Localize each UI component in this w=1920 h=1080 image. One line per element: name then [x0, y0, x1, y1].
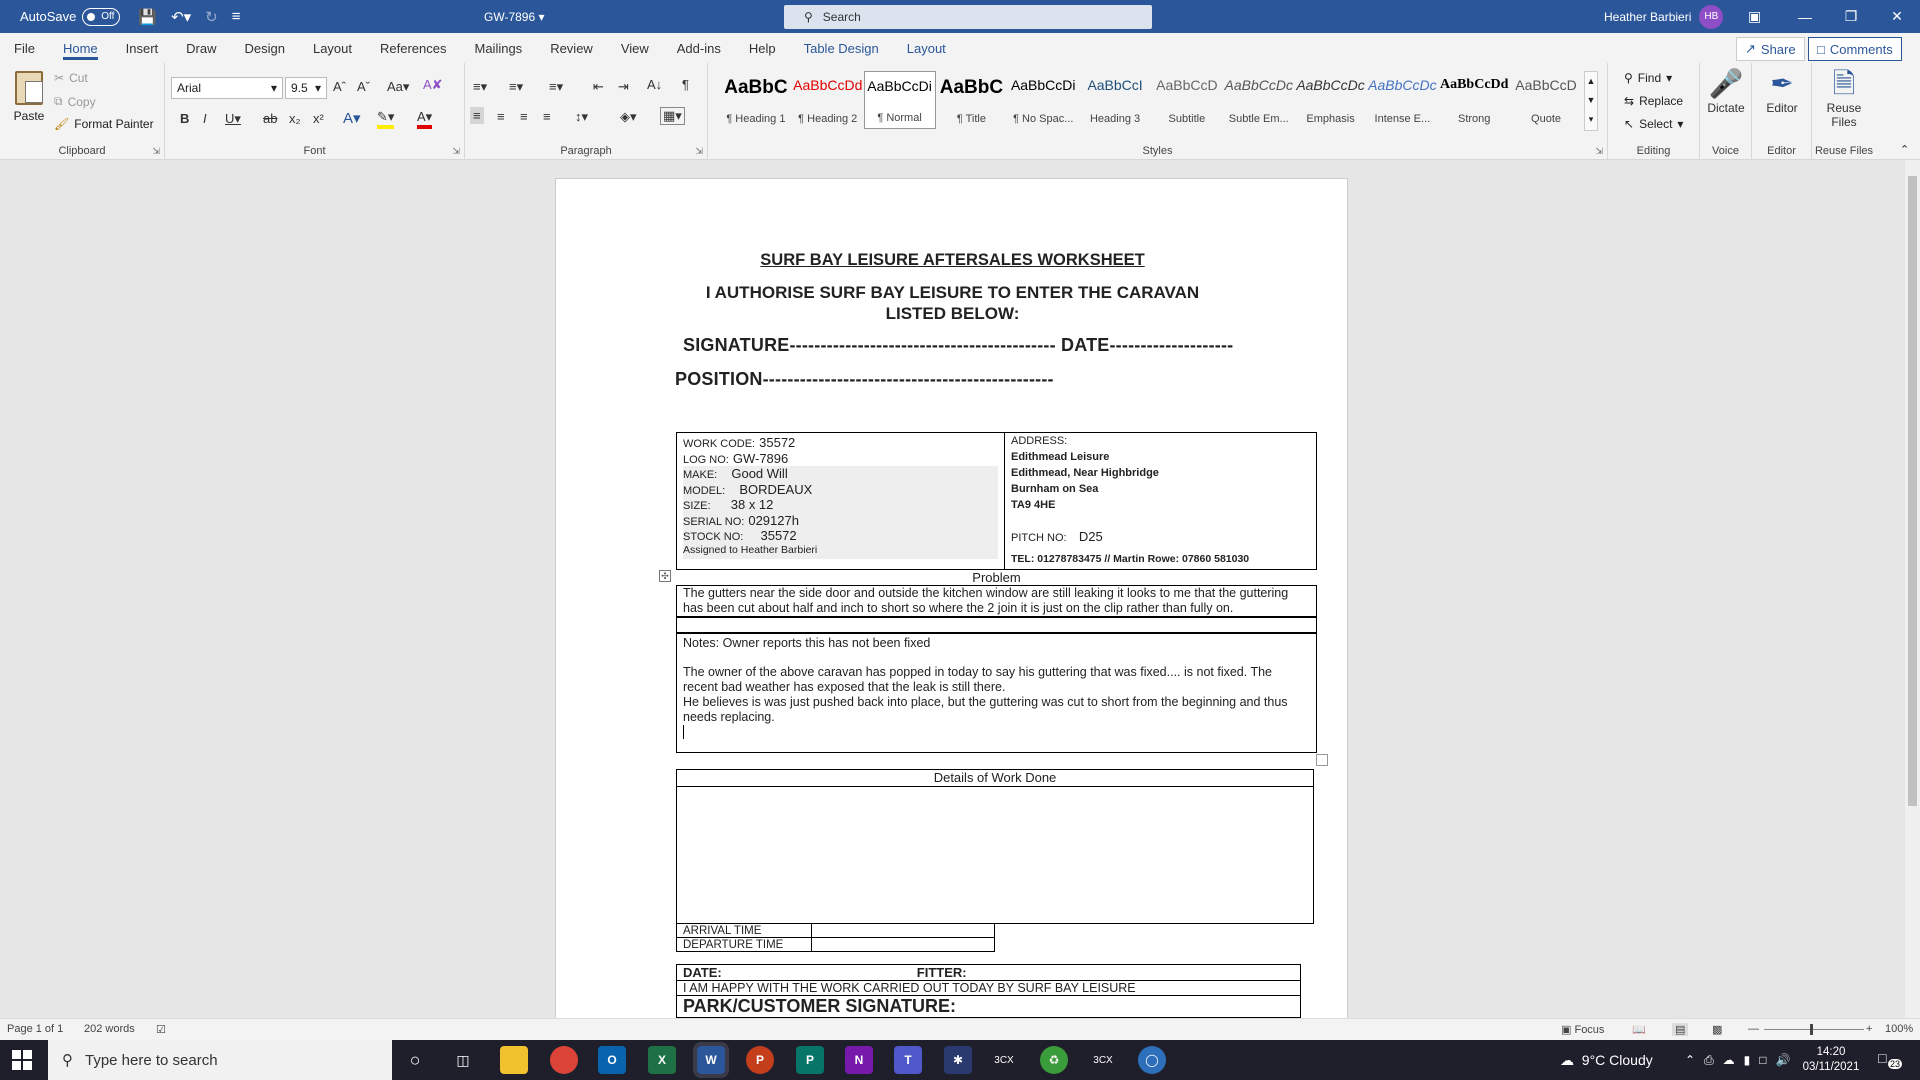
dialog-launcher-icon[interactable]: ⇲: [1595, 146, 1603, 156]
table-move-handle-icon[interactable]: ✣: [659, 570, 671, 582]
styles-scroll[interactable]: ▲ ▼ ▾: [1584, 71, 1598, 131]
avatar[interactable]: HB: [1699, 5, 1723, 29]
taskbar-search-placeholder: Type here to search: [85, 1051, 218, 1069]
styles-gallery: [720, 71, 1582, 131]
document-name[interactable]: GW-7896 ▾: [484, 9, 545, 24]
volume-icon[interactable]: 🔊: [1775, 1053, 1791, 1067]
document-name-text: GW-7896: [484, 9, 536, 24]
cut-button[interactable]: [54, 71, 88, 85]
worksheet-title: SURF BAY LEISURE AFTERSALES WORKSHEET: [760, 251, 1145, 269]
zoom-in-icon[interactable]: +: [1866, 1023, 1873, 1035]
printer-icon[interactable]: ⎙: [1704, 1052, 1714, 1067]
task-view-icon[interactable]: ◫: [456, 1051, 470, 1068]
app-icon[interactable]: 3CX: [1093, 1054, 1113, 1066]
work-code-label: WORK CODE:: [683, 438, 756, 450]
save-icon[interactable]: 💾: [138, 8, 158, 26]
align-left-icon[interactable]: ≡: [470, 107, 484, 124]
style-preview: AaBbCcDi: [867, 78, 932, 94]
log-no-label: LOG NO:: [683, 453, 729, 466]
paragraph-group: [465, 63, 708, 160]
style-intense-e[interactable]: [1366, 71, 1438, 129]
dialog-launcher-icon[interactable]: ⇲: [695, 146, 703, 156]
style-preview: AaBbCcDi: [1010, 77, 1076, 93]
format-painter-label: Format Painter: [74, 117, 154, 131]
tab-help[interactable]: Help: [748, 40, 776, 56]
weather-widget[interactable]: [1560, 1040, 1653, 1080]
search-icon: ⚲: [1624, 71, 1633, 85]
excel-icon[interactable]: X: [648, 1046, 676, 1074]
justify-icon[interactable]: ≡: [543, 109, 551, 124]
tab-layout[interactable]: Layout: [312, 40, 353, 56]
editing-group: [1608, 63, 1700, 160]
editor-button[interactable]: [1752, 67, 1812, 115]
style-preview: AaBbCcD: [1515, 77, 1577, 93]
clipboard-group: [0, 63, 165, 160]
style-name: Intense E...: [1374, 113, 1431, 125]
minimize-icon[interactable]: —: [1798, 8, 1812, 25]
autosave[interactable]: [20, 8, 120, 26]
serial-no-value: 029127h: [748, 512, 799, 528]
app-icon[interactable]: ♻: [1040, 1046, 1068, 1074]
pitch-label: PITCH NO:: [1011, 532, 1067, 544]
style-name: Subtle Em...: [1228, 113, 1289, 125]
style-preview: AaBbCcDd: [793, 77, 863, 93]
style-heading-1[interactable]: [720, 71, 792, 129]
stock-no-label: STOCK NO:: [683, 531, 744, 543]
autosave-label: AutoSave: [20, 9, 77, 24]
style-preview: AaBbCcDc: [1296, 77, 1365, 93]
battery-icon[interactable]: ▮: [1743, 1053, 1751, 1067]
focus-label: Focus: [1574, 1024, 1605, 1036]
cut-label: Cut: [69, 71, 88, 85]
departure-time-value[interactable]: [812, 938, 995, 952]
style-preview: AaBbC: [724, 77, 788, 98]
fitter-label: FITTER:: [916, 965, 967, 980]
tab-draw[interactable]: Draw: [186, 40, 217, 56]
title-bar: [0, 0, 1920, 33]
vertical-scrollbar[interactable]: [1905, 160, 1920, 1018]
clear-formatting-icon[interactable]: A✘: [423, 77, 443, 92]
text-effects-icon[interactable]: A▾: [343, 110, 361, 127]
make-value: Good Will: [731, 466, 788, 481]
comment-icon: □: [1817, 41, 1825, 57]
style-strong[interactable]: [1438, 71, 1510, 129]
style-name: Quote: [1531, 113, 1562, 125]
share-button[interactable]: [1736, 37, 1805, 61]
increase-indent-icon[interactable]: ⇥: [618, 79, 629, 94]
signature-line: SIGNATURE------------------------------------------- DATE--------------------: [683, 335, 1234, 355]
multilevel-list-icon[interactable]: ≡▾: [549, 79, 564, 94]
share-label: Share: [1760, 41, 1796, 57]
caravan-info-table: [676, 432, 1317, 570]
address-line: Edithmead Leisure: [1011, 451, 1110, 463]
assigned-to: Assigned to Heather Barbieri: [683, 544, 998, 560]
model-value: BORDEAUX: [739, 481, 813, 497]
word-count[interactable]: 202 words: [84, 1023, 135, 1035]
ribbon-display-icon[interactable]: ▣: [1748, 8, 1762, 24]
comments-button[interactable]: [1808, 37, 1902, 61]
stock-no-value: 35572: [760, 528, 797, 543]
user-name: Heather Barbieri: [1604, 9, 1692, 24]
file-explorer-icon[interactable]: [500, 1046, 528, 1074]
sort-icon[interactable]: A↓: [647, 77, 663, 92]
chrome-icon[interactable]: [550, 1046, 578, 1074]
page-count[interactable]: Page 1 of 1: [7, 1023, 64, 1035]
dialog-launcher-icon[interactable]: ⇲: [152, 146, 160, 156]
style-preview: AaBbCcDc: [1368, 77, 1437, 93]
tab-table-design[interactable]: Table Design: [803, 40, 879, 56]
paragraph-group-label: Paragraph: [560, 145, 612, 157]
address-line: Burnham on Sea: [1011, 483, 1099, 495]
style-title[interactable]: [936, 71, 1008, 129]
editor-pen-icon: ✒: [1770, 68, 1794, 99]
font-name-select[interactable]: [171, 77, 283, 99]
proofing-icon[interactable]: ☑: [156, 1024, 166, 1036]
microphone-icon: 🎤: [1708, 68, 1744, 99]
tab-design[interactable]: Design: [244, 40, 285, 56]
style-heading-2[interactable]: [792, 71, 864, 129]
stock-no-row: [683, 528, 998, 544]
departure-time-label: DEPARTURE TIME: [677, 938, 812, 952]
copy-button[interactable]: [54, 94, 96, 109]
tab-file[interactable]: File: [14, 40, 35, 56]
style-heading-3[interactable]: [1079, 71, 1151, 129]
date-label: DATE:: [683, 965, 722, 980]
select-button[interactable]: [1624, 117, 1683, 131]
comments-label: Comments: [1829, 41, 1893, 57]
share-icon: ↗: [1745, 41, 1756, 56]
styles-group-label: Styles: [1142, 145, 1173, 157]
web-layout-icon[interactable]: ▩: [1712, 1024, 1723, 1036]
autosave-state: Off: [101, 11, 115, 22]
notes-line: Notes: Owner reports this has not been fixed: [683, 636, 931, 650]
problem-title: Problem: [972, 570, 1021, 585]
collapse-ribbon-icon[interactable]: ⌃: [1900, 144, 1910, 156]
notification-badge: 23: [1890, 1059, 1901, 1069]
size-row: [683, 497, 998, 513]
model-row: [683, 482, 998, 498]
reuse-label-2: Files: [1831, 115, 1857, 129]
select-label: Select: [1639, 117, 1673, 131]
word-icon[interactable]: W: [697, 1046, 725, 1074]
underline-icon[interactable]: U▾: [225, 111, 241, 126]
clock-time: 14:20: [1816, 1046, 1846, 1058]
close-icon[interactable]: ✕: [1891, 8, 1903, 24]
signoff-table: [676, 964, 1301, 1018]
replace-icon: ⇆: [1624, 94, 1635, 108]
system-tray: [1685, 1040, 1790, 1080]
search-box[interactable]: [784, 5, 1152, 29]
redo-icon[interactable]: ↻: [205, 8, 218, 26]
document-canvas: [0, 160, 1905, 1018]
style-name: ¶ No Spac...: [1013, 113, 1074, 125]
borders-icon[interactable]: ▦▾: [660, 107, 685, 125]
app-icon[interactable]: ◯: [1138, 1046, 1166, 1074]
scissors-icon: ✂: [54, 71, 65, 85]
clipboard-group-label: Clipboard: [58, 145, 106, 157]
address-label: ADDRESS:: [1011, 435, 1068, 447]
date-fitter-row[interactable]: [677, 965, 1301, 981]
address-line: Edithmead, Near Highbridge: [1011, 467, 1159, 479]
italic-icon[interactable]: I: [203, 111, 207, 126]
arrival-time-label: ARRIVAL TIME: [677, 924, 812, 938]
clock[interactable]: [1796, 1045, 1866, 1075]
arrival-time-value[interactable]: [812, 924, 995, 938]
tab-insert[interactable]: Insert: [125, 40, 159, 56]
problem-text[interactable]: The gutters near the side door and outside the kitchen window are still leaking it looks to me that the guttering has been cut about half and inch to short so where the 2 join it is just on the clip rather than fully on.: [676, 585, 1317, 617]
pitch-value: D25: [1078, 529, 1103, 544]
style-preview: AaBbCcDc: [1224, 77, 1293, 93]
position-line: POSITION-----------------------------------------------: [675, 369, 1054, 389]
make-row: [683, 466, 998, 482]
print-layout-icon[interactable]: ▤: [1672, 1023, 1688, 1036]
serial-no-label: SERIAL NO:: [683, 515, 745, 528]
font-size-value: 9.5: [291, 81, 308, 95]
document-page[interactable]: [555, 178, 1348, 1018]
reuse-files-icon: 🗎: [1832, 68, 1856, 99]
address-line: TA9 4HE: [1011, 499, 1056, 511]
zoom-out-icon[interactable]: —: [1748, 1023, 1759, 1035]
telephone-line: TEL: 01278783475 // Martin Rowe: 07860 581030: [1011, 553, 1250, 565]
onenote-icon[interactable]: N: [845, 1046, 873, 1074]
reuse-files-button[interactable]: [1812, 67, 1876, 129]
address-cell[interactable]: [1005, 433, 1317, 570]
style-name: Subtitle: [1168, 113, 1206, 125]
empty-row[interactable]: [676, 617, 1317, 633]
bold-icon[interactable]: B: [180, 111, 190, 126]
replace-label: Replace: [1639, 94, 1684, 108]
customer-signature[interactable]: PARK/CUSTOMER SIGNATURE:: [677, 996, 1301, 1018]
publisher-icon[interactable]: P: [796, 1046, 824, 1074]
chevron-down-icon: ▾: [1677, 117, 1684, 131]
style-preview: AaBbCcD: [1156, 77, 1218, 93]
paste-button[interactable]: [10, 71, 48, 123]
weather-text: 9°C Cloudy: [1581, 1052, 1653, 1068]
customize-qat-icon[interactable]: ≡: [231, 7, 241, 25]
windows-start-icon[interactable]: [12, 1050, 32, 1070]
focus-button[interactable]: [1561, 1023, 1604, 1036]
app-icon[interactable]: ✱: [944, 1046, 972, 1074]
voice-group: [1700, 63, 1752, 160]
style-preview: AaBbCcI: [1087, 77, 1143, 93]
style-quote[interactable]: [1510, 71, 1582, 129]
decrease-indent-icon[interactable]: ⇤: [593, 79, 604, 94]
format-painter-button[interactable]: [54, 117, 154, 131]
app-icon[interactable]: 3CX: [994, 1054, 1014, 1066]
style-preview: AaBbCcDd: [1439, 77, 1509, 92]
taskbar: [0, 1040, 1920, 1080]
autosave-toggle[interactable]: [82, 8, 120, 26]
model-label: MODEL:: [683, 484, 726, 497]
work-code-row: [683, 435, 998, 451]
editing-group-label: Editing: [1636, 145, 1671, 157]
dictate-button[interactable]: [1700, 67, 1752, 115]
text-cursor: [683, 725, 684, 739]
style-name: ¶ Heading 2: [798, 113, 858, 125]
size-value: 38 x 12: [730, 497, 774, 512]
tab-home[interactable]: Home: [49, 33, 112, 63]
log-no-row: [683, 451, 998, 467]
zoom-slider-thumb[interactable]: [1810, 1024, 1813, 1035]
paste-label: Paste: [13, 109, 45, 123]
chevron-down-icon: ▾: [270, 81, 277, 95]
bullets-icon[interactable]: ≡▾: [473, 79, 488, 94]
user-account[interactable]: [1604, 5, 1723, 29]
zoom-level[interactable]: 100%: [1885, 1023, 1914, 1035]
reuse-files-group-label: Reuse Files: [1814, 145, 1874, 157]
log-no-value: GW-7896: [732, 450, 789, 466]
cloud-icon: ☁: [1560, 1051, 1574, 1068]
chevron-down-icon: ▾: [1666, 71, 1673, 85]
scrollbar-thumb[interactable]: [1908, 176, 1917, 806]
align-right-icon[interactable]: ≡: [520, 109, 528, 124]
numbering-icon[interactable]: ≡▾: [509, 79, 524, 94]
style-no-spac[interactable]: [1007, 71, 1079, 129]
tab-view[interactable]: View: [620, 40, 649, 56]
tab-mailings[interactable]: Mailings: [474, 40, 523, 56]
change-case-icon[interactable]: Aa▾: [387, 79, 410, 94]
focus-icon: ▣: [1561, 1024, 1572, 1036]
teams-icon[interactable]: T: [894, 1046, 922, 1074]
powerpoint-icon[interactable]: P: [746, 1046, 774, 1074]
ribbon-tabs: [0, 33, 1920, 63]
search-placeholder: Search: [822, 10, 861, 24]
style-name: Heading 3: [1089, 113, 1141, 125]
find-label: Find: [1637, 71, 1662, 85]
network-icon[interactable]: □: [1759, 1053, 1767, 1067]
style-name: Strong: [1458, 113, 1491, 125]
dictate-label: Dictate: [1707, 101, 1745, 115]
line-spacing-icon[interactable]: ↕▾: [575, 109, 589, 124]
search-icon: ⚲: [804, 10, 813, 24]
notes-box[interactable]: [676, 633, 1317, 753]
style-emphasis[interactable]: [1295, 71, 1367, 129]
style-subtitle[interactable]: [1151, 71, 1223, 129]
editor-group-label: Editor: [1767, 145, 1796, 157]
notes-paragraph-1: The owner of the above caravan has popped in today to say his guttering that was fixed.... is not fixed. The recent bad weather has exposed that the leak is still there.: [683, 665, 1273, 694]
details-title: Details of Work Done: [677, 770, 1313, 787]
font-size-select[interactable]: [285, 77, 327, 99]
shrink-font-icon[interactable]: Aˇ: [357, 79, 370, 94]
paintbrush-icon: 🖌: [54, 117, 70, 131]
editor-label: Editor: [1766, 101, 1798, 115]
serial-no-row: [683, 513, 998, 529]
size-label: SIZE:: [683, 500, 711, 512]
cortana-icon[interactable]: ○: [409, 1049, 421, 1070]
notes-paragraph-2: He believes is was just pushed back into place, but the guttering was cut to short from the beginning and thus needs replacing.: [683, 695, 1288, 724]
taskbar-search[interactable]: [48, 1040, 392, 1080]
caravan-details-cell[interactable]: [677, 433, 1005, 570]
chevron-down-icon: ▾: [314, 81, 321, 95]
find-button[interactable]: [1624, 71, 1672, 85]
font-group: [165, 63, 465, 160]
font-name-value: Arial: [177, 81, 202, 95]
reuse-label-1: Reuse: [1826, 101, 1862, 115]
tab-review[interactable]: Review: [550, 40, 593, 56]
time-table: [676, 923, 995, 952]
style-subtle-em[interactable]: [1223, 71, 1295, 129]
font-group-label: Font: [303, 145, 326, 157]
paste-icon: [15, 71, 43, 105]
style-normal[interactable]: [864, 71, 936, 129]
zoom-slider[interactable]: [1764, 1029, 1864, 1030]
status-bar: [0, 1018, 1920, 1040]
dialog-launcher-icon[interactable]: ⇲: [452, 146, 460, 156]
undo-icon[interactable]: ↶▾: [171, 8, 192, 26]
replace-button[interactable]: [1624, 94, 1683, 108]
reuse-files-group: [1812, 63, 1876, 160]
tab-table-layout[interactable]: Layout: [906, 40, 946, 56]
voice-group-label: Voice: [1712, 145, 1739, 157]
superscript-icon[interactable]: x²: [313, 111, 324, 126]
outlook-icon[interactable]: O: [598, 1046, 626, 1074]
editor-group: [1752, 63, 1812, 160]
align-center-icon[interactable]: ≡: [497, 109, 505, 124]
grow-font-icon[interactable]: Aˆ: [333, 79, 346, 94]
shading-icon[interactable]: ◈▾: [620, 109, 637, 124]
style-name: Emphasis: [1306, 113, 1355, 125]
read-mode-icon[interactable]: 📖: [1632, 1024, 1646, 1036]
chevron-up-icon[interactable]: ⌃: [1685, 1053, 1696, 1067]
highlight-icon[interactable]: ✎▾: [377, 109, 394, 129]
onedrive-icon[interactable]: ☁: [1722, 1053, 1735, 1067]
pitch-row: [1011, 529, 1310, 547]
work-code-value: 35572: [759, 435, 796, 450]
details-of-work-box[interactable]: [676, 769, 1314, 924]
authorise-line-2: LISTED BELOW:: [885, 304, 1020, 323]
font-color-icon[interactable]: A▾: [417, 109, 432, 129]
pilcrow-icon[interactable]: ¶: [682, 77, 689, 92]
ribbon: [0, 63, 1920, 160]
tab-references[interactable]: References: [380, 40, 447, 56]
style-preview: AaBbC: [939, 77, 1004, 98]
cursor-icon: ↖: [1624, 117, 1635, 131]
style-name: ¶ Title: [956, 113, 986, 125]
style-name: ¶ Normal: [877, 112, 922, 124]
happy-statement: I AM HAPPY WITH THE WORK CARRIED OUT TODAY BY SURF BAY LEISURE: [677, 981, 1301, 996]
copy-icon: ⧉: [54, 94, 63, 108]
notification-center[interactable]: □ 23: [1878, 1050, 1901, 1069]
tab-add-ins[interactable]: Add-ins: [676, 40, 721, 56]
copy-label: Copy: [67, 94, 96, 109]
table-resize-handle[interactable]: [1316, 754, 1328, 766]
strikethrough-icon[interactable]: ab: [263, 111, 278, 126]
authorise-line-1: I AUTHORISE SURF BAY LEISURE TO ENTER THE CARAVAN: [705, 283, 1200, 302]
make-label: MAKE:: [683, 469, 718, 481]
search-icon: ⚲: [62, 1052, 73, 1069]
style-name: ¶ Heading 1: [726, 113, 786, 125]
clock-date: 03/11/2021: [1802, 1061, 1860, 1073]
subscript-icon[interactable]: x₂: [289, 111, 301, 126]
styles-group: [708, 63, 1608, 160]
restore-icon[interactable]: ❐: [1844, 8, 1858, 24]
